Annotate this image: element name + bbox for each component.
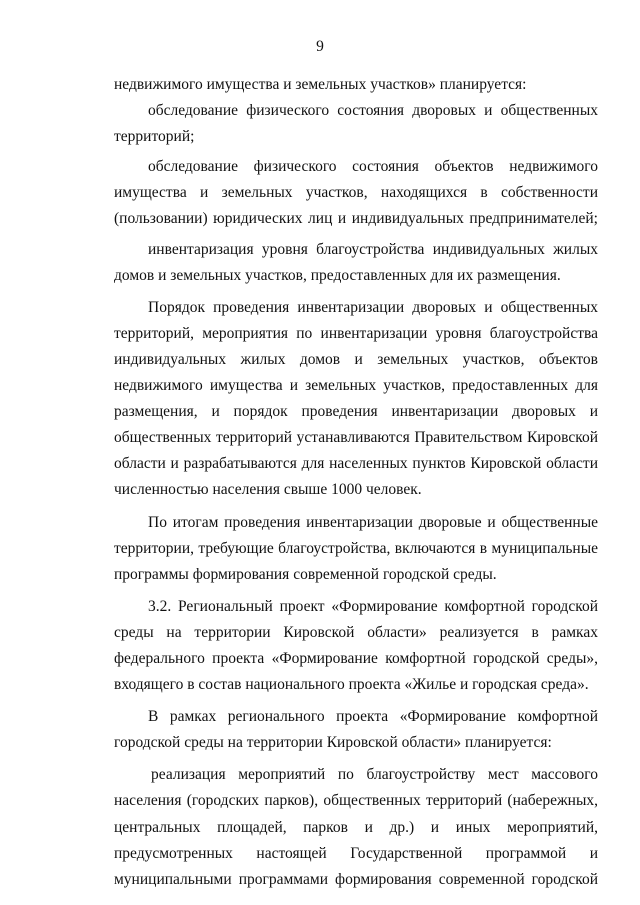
text-line: муниципальными программами формирования современной городской xyxy=(114,870,598,888)
text-line: обследование физического состояния дворовых и общественных xyxy=(148,102,598,120)
text-line: общественных территорий устанавливаются Правительством Кировской xyxy=(114,429,598,447)
text-line: реализация мероприятий по благоустройству мест массового xyxy=(151,766,598,784)
text-line: территорий, мероприятия по инвентаризации уровня благоустройства xyxy=(114,324,598,342)
text-line: территории, требующие благоустройства, включаются в муниципальные xyxy=(114,539,598,557)
text-line: предусмотренных настоящей Государственной программой и xyxy=(114,844,598,862)
text-line: городской среды на территории Кировской области» планируется: xyxy=(114,734,552,752)
text-line: федерального проекта «Формирование комфортной городской среды», xyxy=(114,649,598,667)
text-line: центральных площадей, парков и др.) и иных мероприятий, xyxy=(114,818,598,836)
text-line: (пользовании) юридических лиц и индивидуальных предпринимателей; xyxy=(114,210,598,228)
text-line: населения (городских парков), общественных территорий (набережных, xyxy=(114,792,598,810)
text-line: инвентаризация уровня благоустройства индивидуальных жилых xyxy=(148,240,598,258)
text-line: среды на территории Кировской области» реализуется в рамках xyxy=(114,623,598,641)
text-line: Порядок проведения инвентаризации дворовых и общественных xyxy=(148,298,598,316)
text-line: программы формирования современной городской среды. xyxy=(114,565,497,583)
page-number: 9 xyxy=(316,38,324,55)
text-line: имущества и земельных участков, находящихся в собственности xyxy=(114,184,598,202)
text-line: входящего в состав национального проекта «Жилье и городская среда». xyxy=(114,676,589,694)
text-line: территорий; xyxy=(114,128,195,146)
text-line: обследование физического состояния объектов недвижимого xyxy=(148,158,598,176)
document-body xyxy=(114,72,598,893)
text-line: численностью населения свыше 1000 человек. xyxy=(114,481,422,499)
text-line: В рамках регионального проекта «Формирование комфортной xyxy=(148,708,598,726)
text-line: области и разрабатываются для населенных пунктов Кировской области xyxy=(114,455,598,473)
text-line: По итогам проведения инвентаризации дворовые и общественные xyxy=(148,513,598,531)
text-line: недвижимого имущества и земельных участков» планируется: xyxy=(114,76,527,93)
text-line: размещения, и порядок проведения инвентаризации дворовых и xyxy=(114,403,598,421)
text-line: недвижимого имущества и земельных участков, предоставленных для xyxy=(114,377,598,395)
text-line: 3.2. Региональный проект «Формирование комфортной городской xyxy=(148,597,598,615)
text-line: домов и земельных участков, предоставленных для их размещения. xyxy=(114,266,561,284)
text-line: индивидуальных жилых домов и земельных участков, объектов xyxy=(114,350,598,368)
